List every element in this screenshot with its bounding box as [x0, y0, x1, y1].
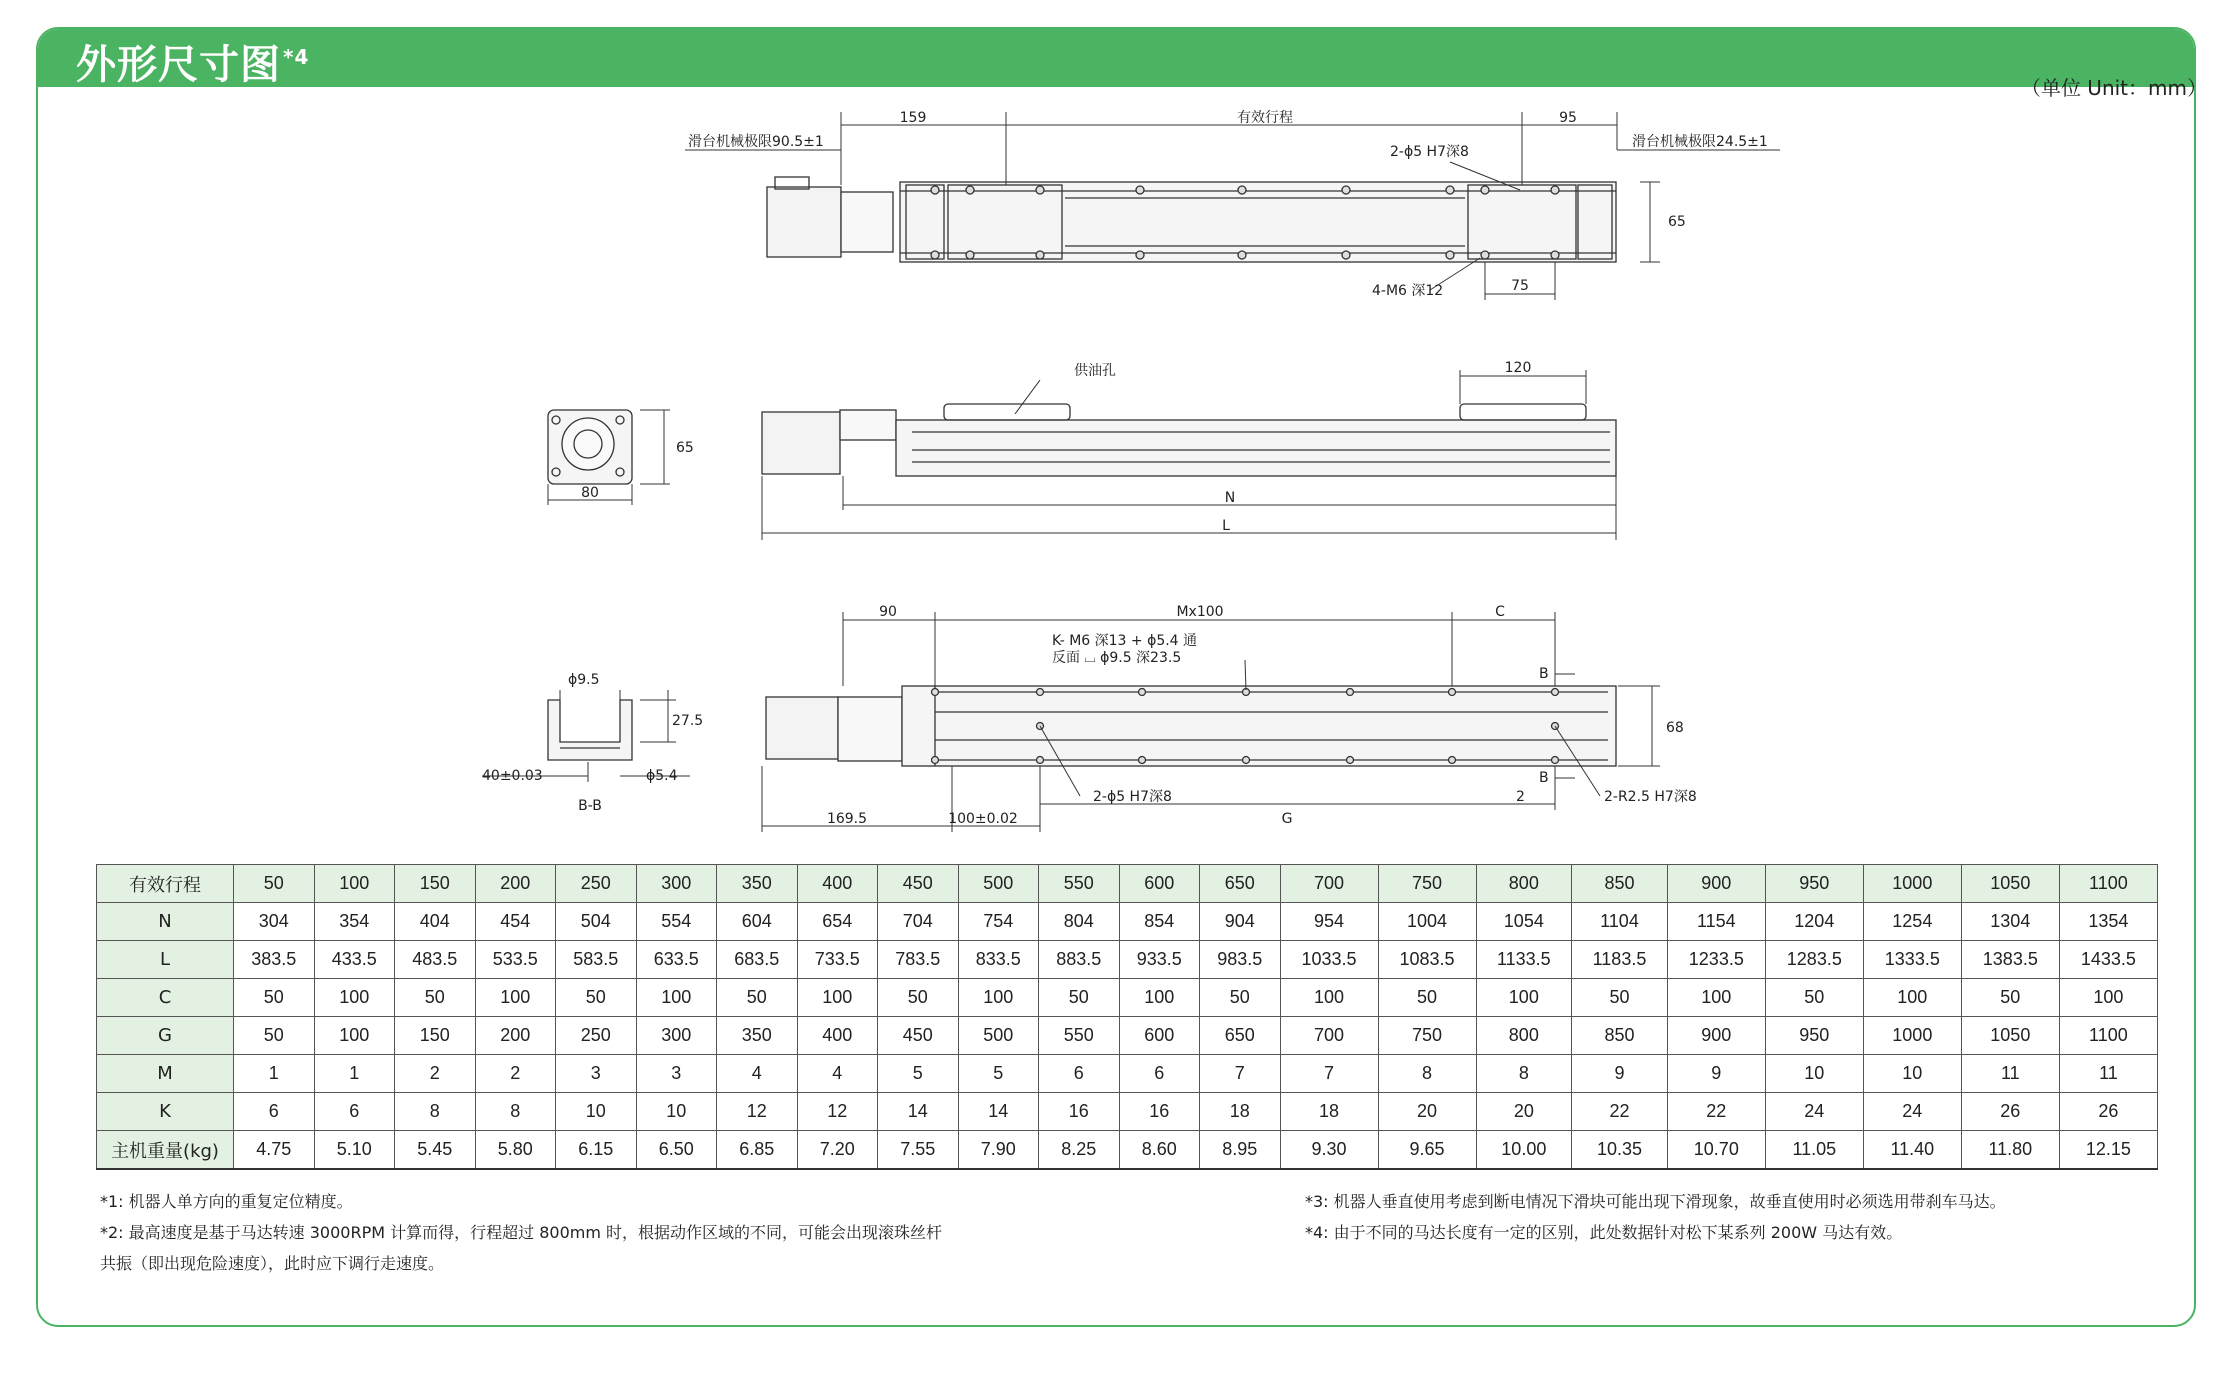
table-cell: 854	[1119, 903, 1200, 941]
table-cell: 1004	[1378, 903, 1476, 941]
table-cell: 604	[717, 903, 798, 941]
table-cell: 1133.5	[1476, 941, 1572, 979]
table-cell: 783.5	[878, 941, 959, 979]
top-hole-note: 2-ϕ5 H7深8	[1390, 144, 1469, 160]
table-cell: 1033.5	[1280, 941, 1378, 979]
top-dim-75: 75	[1511, 278, 1529, 294]
table-cell: 250	[556, 1017, 637, 1055]
table-cell: 650	[1200, 1017, 1281, 1055]
side-dim-L: L	[1222, 518, 1230, 534]
table-cell: 383.5	[234, 941, 315, 979]
table-cell: 933.5	[1119, 941, 1200, 979]
table-cell: 1183.5	[1572, 941, 1668, 979]
table-cell: 7.20	[797, 1131, 878, 1170]
table-cell: 800	[1476, 1017, 1572, 1055]
table-cell: 450	[878, 1017, 959, 1055]
table-cell: 804	[1039, 903, 1120, 941]
table-cell: 11.05	[1765, 1131, 1863, 1170]
table-cell: 11	[2059, 1055, 2157, 1093]
table-cell: 633.5	[636, 941, 717, 979]
table-cell: 11.80	[1961, 1131, 2059, 1170]
table-cell: 20	[1476, 1093, 1572, 1131]
top-dim-stroke: 有效行程	[1237, 110, 1293, 126]
table-cell: 50	[1200, 979, 1281, 1017]
bottom-b-mark-top: B	[1539, 666, 1549, 682]
table-cell: 50	[878, 979, 959, 1017]
end-view	[548, 410, 632, 484]
table-row-label: L	[97, 941, 234, 979]
table-cell: 533.5	[475, 941, 556, 979]
note-1: *1: 机器人单方向的重复定位精度。	[100, 1192, 353, 1211]
table-cell: 704	[878, 903, 959, 941]
table-cell: 900	[1667, 1017, 1765, 1055]
side-dim-120: 120	[1504, 360, 1532, 376]
bottom-r-note: 2-R2.5 H7深8	[1604, 789, 1697, 805]
top-dim-95: 95	[1559, 110, 1577, 126]
table-cell: 50	[395, 979, 476, 1017]
end-dim-80: 80	[581, 485, 599, 501]
table-cell: 9	[1667, 1055, 1765, 1093]
table-header-cell: 200	[475, 865, 556, 903]
notes-left	[100, 1186, 942, 1279]
table-cell: 454	[475, 903, 556, 941]
table-cell: 12	[797, 1093, 878, 1131]
table-cell: 1154	[1667, 903, 1765, 941]
table-header-cell: 700	[1280, 865, 1378, 903]
table-row	[97, 979, 2158, 1017]
table-cell: 6.15	[556, 1131, 637, 1170]
table-cell: 24	[1765, 1093, 1863, 1131]
table-cell: 11	[1961, 1055, 2059, 1093]
table-cell: 10.70	[1667, 1131, 1765, 1170]
table-cell: 7	[1280, 1055, 1378, 1093]
table-row	[97, 1131, 2158, 1170]
table-header-cell: 450	[878, 865, 959, 903]
table-cell: 1304	[1961, 903, 2059, 941]
table-cell: 50	[1572, 979, 1668, 1017]
table-cell: 100	[475, 979, 556, 1017]
note-2-continued: 共振（即出现危险速度），此时应下调行走速度。	[100, 1254, 445, 1273]
top-m6-note: 4-M6 深12	[1372, 283, 1444, 299]
table-cell: 10.00	[1476, 1131, 1572, 1170]
table-cell: 12	[717, 1093, 798, 1131]
table-cell: 100	[1667, 979, 1765, 1017]
table-cell: 1083.5	[1378, 941, 1476, 979]
table-cell: 833.5	[958, 941, 1039, 979]
unit-label: （单位 Unit：mm）	[2020, 76, 2207, 100]
note-4: *4: 由于不同的马达长度有一定的区别，此处数据针对松下某系列 200W 马达有效。	[1305, 1223, 1903, 1242]
table-cell: 5	[958, 1055, 1039, 1093]
note-3: *3: 机器人垂直使用考虑到断电情况下滑块可能出现下滑现象，故垂直使用时必须选用带刹车马达。	[1305, 1192, 2006, 1211]
table-cell: 24	[1863, 1093, 1961, 1131]
table-row-label: C	[97, 979, 234, 1017]
table-cell: 150	[395, 1017, 476, 1055]
table-header-cell: 650	[1200, 865, 1281, 903]
end-dim-65: 65	[676, 440, 694, 456]
table-cell: 483.5	[395, 941, 476, 979]
bottom-k-note: K- M6 深13 + ϕ5.4 通	[1052, 633, 1198, 649]
table-cell: 9.65	[1378, 1131, 1476, 1170]
table-cell: 5.45	[395, 1131, 476, 1170]
table-cell: 6	[234, 1093, 315, 1131]
section-dim-5-4: ϕ5.4	[646, 768, 678, 784]
table-cell: 683.5	[717, 941, 798, 979]
table-cell: 1433.5	[2059, 941, 2157, 979]
table-cell: 10	[636, 1093, 717, 1131]
table-cell: 4.75	[234, 1131, 315, 1170]
table-cell: 1050	[1961, 1017, 2059, 1055]
table-cell: 100	[797, 979, 878, 1017]
table-cell: 50	[1765, 979, 1863, 1017]
table-cell: 22	[1667, 1093, 1765, 1131]
table-cell: 6	[1119, 1055, 1200, 1093]
table-header-cell: 300	[636, 865, 717, 903]
table-cell: 8	[1476, 1055, 1572, 1093]
top-dim-159: 159	[899, 110, 927, 126]
table-row-label: 主机重量(kg)	[97, 1131, 234, 1170]
table-cell: 20	[1378, 1093, 1476, 1131]
table-header-cell: 350	[717, 865, 798, 903]
table-cell: 300	[636, 1017, 717, 1055]
table-cell: 400	[797, 1017, 878, 1055]
table-header-cell: 850	[1572, 865, 1668, 903]
table-cell: 16	[1039, 1093, 1120, 1131]
table-cell: 504	[556, 903, 637, 941]
table-cell: 3	[556, 1055, 637, 1093]
table-row-label: G	[97, 1017, 234, 1055]
table-cell: 18	[1200, 1093, 1281, 1131]
table-cell: 50	[1961, 979, 2059, 1017]
table-cell: 500	[958, 1017, 1039, 1055]
table-row	[97, 941, 2158, 979]
table-cell: 4	[717, 1055, 798, 1093]
table-cell: 1383.5	[1961, 941, 2059, 979]
table-row	[97, 903, 2158, 941]
table-cell: 50	[556, 979, 637, 1017]
table-cell: 1283.5	[1765, 941, 1863, 979]
table-cell: 100	[1119, 979, 1200, 1017]
table-cell: 50	[234, 1017, 315, 1055]
table-cell: 550	[1039, 1017, 1120, 1055]
table-cell: 1233.5	[1667, 941, 1765, 979]
table-cell: 304	[234, 903, 315, 941]
bottom-dim-169: 169.5	[826, 811, 868, 827]
table-cell: 100	[636, 979, 717, 1017]
table-cell: 4	[797, 1055, 878, 1093]
table-cell: 354	[314, 903, 395, 941]
table-cell: 1054	[1476, 903, 1572, 941]
table-header-cell: 500	[958, 865, 1039, 903]
side-view	[762, 404, 1616, 476]
section-title-footnote: *4	[283, 44, 310, 69]
table-cell: 950	[1765, 1017, 1863, 1055]
bottom-view	[766, 686, 1616, 766]
table-cell: 100	[1476, 979, 1572, 1017]
table-cell: 26	[2059, 1093, 2157, 1131]
table-cell: 10	[1863, 1055, 1961, 1093]
table-cell: 10	[556, 1093, 637, 1131]
table-header-cell: 900	[1667, 865, 1765, 903]
table-cell: 733.5	[797, 941, 878, 979]
spec-table	[96, 864, 2158, 1170]
table-cell: 983.5	[1200, 941, 1281, 979]
table-cell: 654	[797, 903, 878, 941]
table-cell: 700	[1280, 1017, 1378, 1055]
table-cell: 7	[1200, 1055, 1281, 1093]
table-cell: 6.85	[717, 1131, 798, 1170]
table-cell: 8	[1378, 1055, 1476, 1093]
table-row	[97, 1055, 2158, 1093]
bottom-dim-90: 90	[879, 604, 897, 620]
table-header-cell: 100	[314, 865, 395, 903]
section-title-text: 外形尺寸图	[76, 42, 281, 88]
bottom-dim-g: G	[1281, 811, 1293, 827]
table-cell: 2	[475, 1055, 556, 1093]
bottom-dim-2: 2	[1516, 789, 1525, 805]
table-cell: 6	[314, 1093, 395, 1131]
table-cell: 22	[1572, 1093, 1668, 1131]
table-cell: 433.5	[314, 941, 395, 979]
top-dim-65: 65	[1668, 214, 1686, 230]
table-header-cell: 750	[1378, 865, 1476, 903]
top-right-limit-label: 滑台机械极限24.5±1	[1632, 134, 1768, 150]
table-cell: 5.80	[475, 1131, 556, 1170]
section-label: B-B	[578, 798, 602, 814]
table-cell: 11.40	[1863, 1131, 1961, 1170]
table-cell: 9.30	[1280, 1131, 1378, 1170]
notes-right	[1305, 1186, 2006, 1248]
section-dim-9-5: ϕ9.5	[568, 672, 600, 688]
table-cell: 50	[234, 979, 315, 1017]
table-cell: 1333.5	[1863, 941, 1961, 979]
table-cell: 8.95	[1200, 1131, 1281, 1170]
table-cell: 50	[717, 979, 798, 1017]
table-cell: 3	[636, 1055, 717, 1093]
table-cell: 8	[475, 1093, 556, 1131]
table-cell: 954	[1280, 903, 1378, 941]
table-row-label: K	[97, 1093, 234, 1131]
table-row-label: M	[97, 1055, 234, 1093]
table-row	[97, 1093, 2158, 1131]
table-cell: 100	[1280, 979, 1378, 1017]
table-header-cell: 950	[1765, 865, 1863, 903]
table-cell: 1	[314, 1055, 395, 1093]
table-cell: 10.35	[1572, 1131, 1668, 1170]
table-header-cell: 50	[234, 865, 315, 903]
table-cell: 1000	[1863, 1017, 1961, 1055]
bottom-b-mark-bottom: B	[1539, 770, 1549, 786]
table-cell: 9	[1572, 1055, 1668, 1093]
table-cell: 6.50	[636, 1131, 717, 1170]
table-cell: 1254	[1863, 903, 1961, 941]
table-cell: 14	[958, 1093, 1039, 1131]
table-cell: 8.60	[1119, 1131, 1200, 1170]
table-cell: 1204	[1765, 903, 1863, 941]
table-cell: 16	[1119, 1093, 1200, 1131]
table-cell: 1100	[2059, 1017, 2157, 1055]
table-cell: 10	[1765, 1055, 1863, 1093]
table-cell: 50	[1378, 979, 1476, 1017]
bottom-hole-note: 2-ϕ5 H7深8	[1093, 789, 1172, 805]
table-header-cell: 1000	[1863, 865, 1961, 903]
table-cell: 8.25	[1039, 1131, 1120, 1170]
table-cell: 750	[1378, 1017, 1476, 1055]
table-header-cell: 800	[1476, 865, 1572, 903]
table-row	[97, 1017, 2158, 1055]
bottom-dim-c: C	[1495, 604, 1505, 620]
table-cell: 100	[1863, 979, 1961, 1017]
table-header-cell: 250	[556, 865, 637, 903]
table-header-cell: 400	[797, 865, 878, 903]
table-cell: 754	[958, 903, 1039, 941]
bottom-dim-68: 68	[1666, 720, 1684, 736]
section-dim-27-5: 27.5	[672, 713, 704, 729]
table-cell: 100	[314, 1017, 395, 1055]
table-cell: 404	[395, 903, 476, 941]
table-cell: 5.10	[314, 1131, 395, 1170]
table-cell: 12.15	[2059, 1131, 2157, 1170]
table-cell: 1104	[1572, 903, 1668, 941]
table-header-row	[97, 865, 2158, 903]
table-cell: 583.5	[556, 941, 637, 979]
table-cell: 18	[1280, 1093, 1378, 1131]
side-dim-N: N	[1224, 490, 1236, 506]
table-cell: 7.90	[958, 1131, 1039, 1170]
top-left-limit-label: 滑台机械极限90.5±1	[688, 134, 824, 150]
table-cell: 100	[314, 979, 395, 1017]
table-cell: 50	[1039, 979, 1120, 1017]
table-cell: 14	[878, 1093, 959, 1131]
table-cell: 350	[717, 1017, 798, 1055]
section-view	[548, 700, 632, 760]
table-header-cell: 600	[1119, 865, 1200, 903]
table-cell: 7.55	[878, 1131, 959, 1170]
section-dim-40: 40±0.03	[482, 768, 543, 784]
table-cell: 1	[234, 1055, 315, 1093]
table-cell: 883.5	[1039, 941, 1120, 979]
note-2: *2: 最高速度是基于马达转速 3000RPM 计算而得，行程超过 800mm 时，根据动作区域的不同，可能会出现滚珠丝杆	[100, 1223, 943, 1242]
table-cell: 600	[1119, 1017, 1200, 1055]
table-cell: 26	[1961, 1093, 2059, 1131]
table-cell: 8	[395, 1093, 476, 1131]
table-header-cell: 1050	[1961, 865, 2059, 903]
table-header-cell: 150	[395, 865, 476, 903]
bottom-dim-mx100: Mx100	[1176, 604, 1224, 620]
table-cell: 100	[2059, 979, 2157, 1017]
table-cell: 1354	[2059, 903, 2157, 941]
table-header-label: 有效行程	[97, 865, 234, 903]
table-cell: 904	[1200, 903, 1281, 941]
table-cell: 6	[1039, 1055, 1120, 1093]
table-cell: 100	[958, 979, 1039, 1017]
bottom-k-note-2: 反面 ⌴ ϕ9.5 深23.5	[1052, 650, 1182, 666]
spec-table-body	[97, 865, 2158, 1170]
table-row-label: N	[97, 903, 234, 941]
table-cell: 554	[636, 903, 717, 941]
side-oil-hole-label: 供油孔	[1074, 363, 1116, 379]
table-cell: 2	[395, 1055, 476, 1093]
table-header-cell: 550	[1039, 865, 1120, 903]
bottom-dim-100: 100±0.02	[948, 811, 1018, 827]
table-header-cell: 1100	[2059, 865, 2157, 903]
table-cell: 850	[1572, 1017, 1668, 1055]
table-cell: 200	[475, 1017, 556, 1055]
table-cell: 5	[878, 1055, 959, 1093]
